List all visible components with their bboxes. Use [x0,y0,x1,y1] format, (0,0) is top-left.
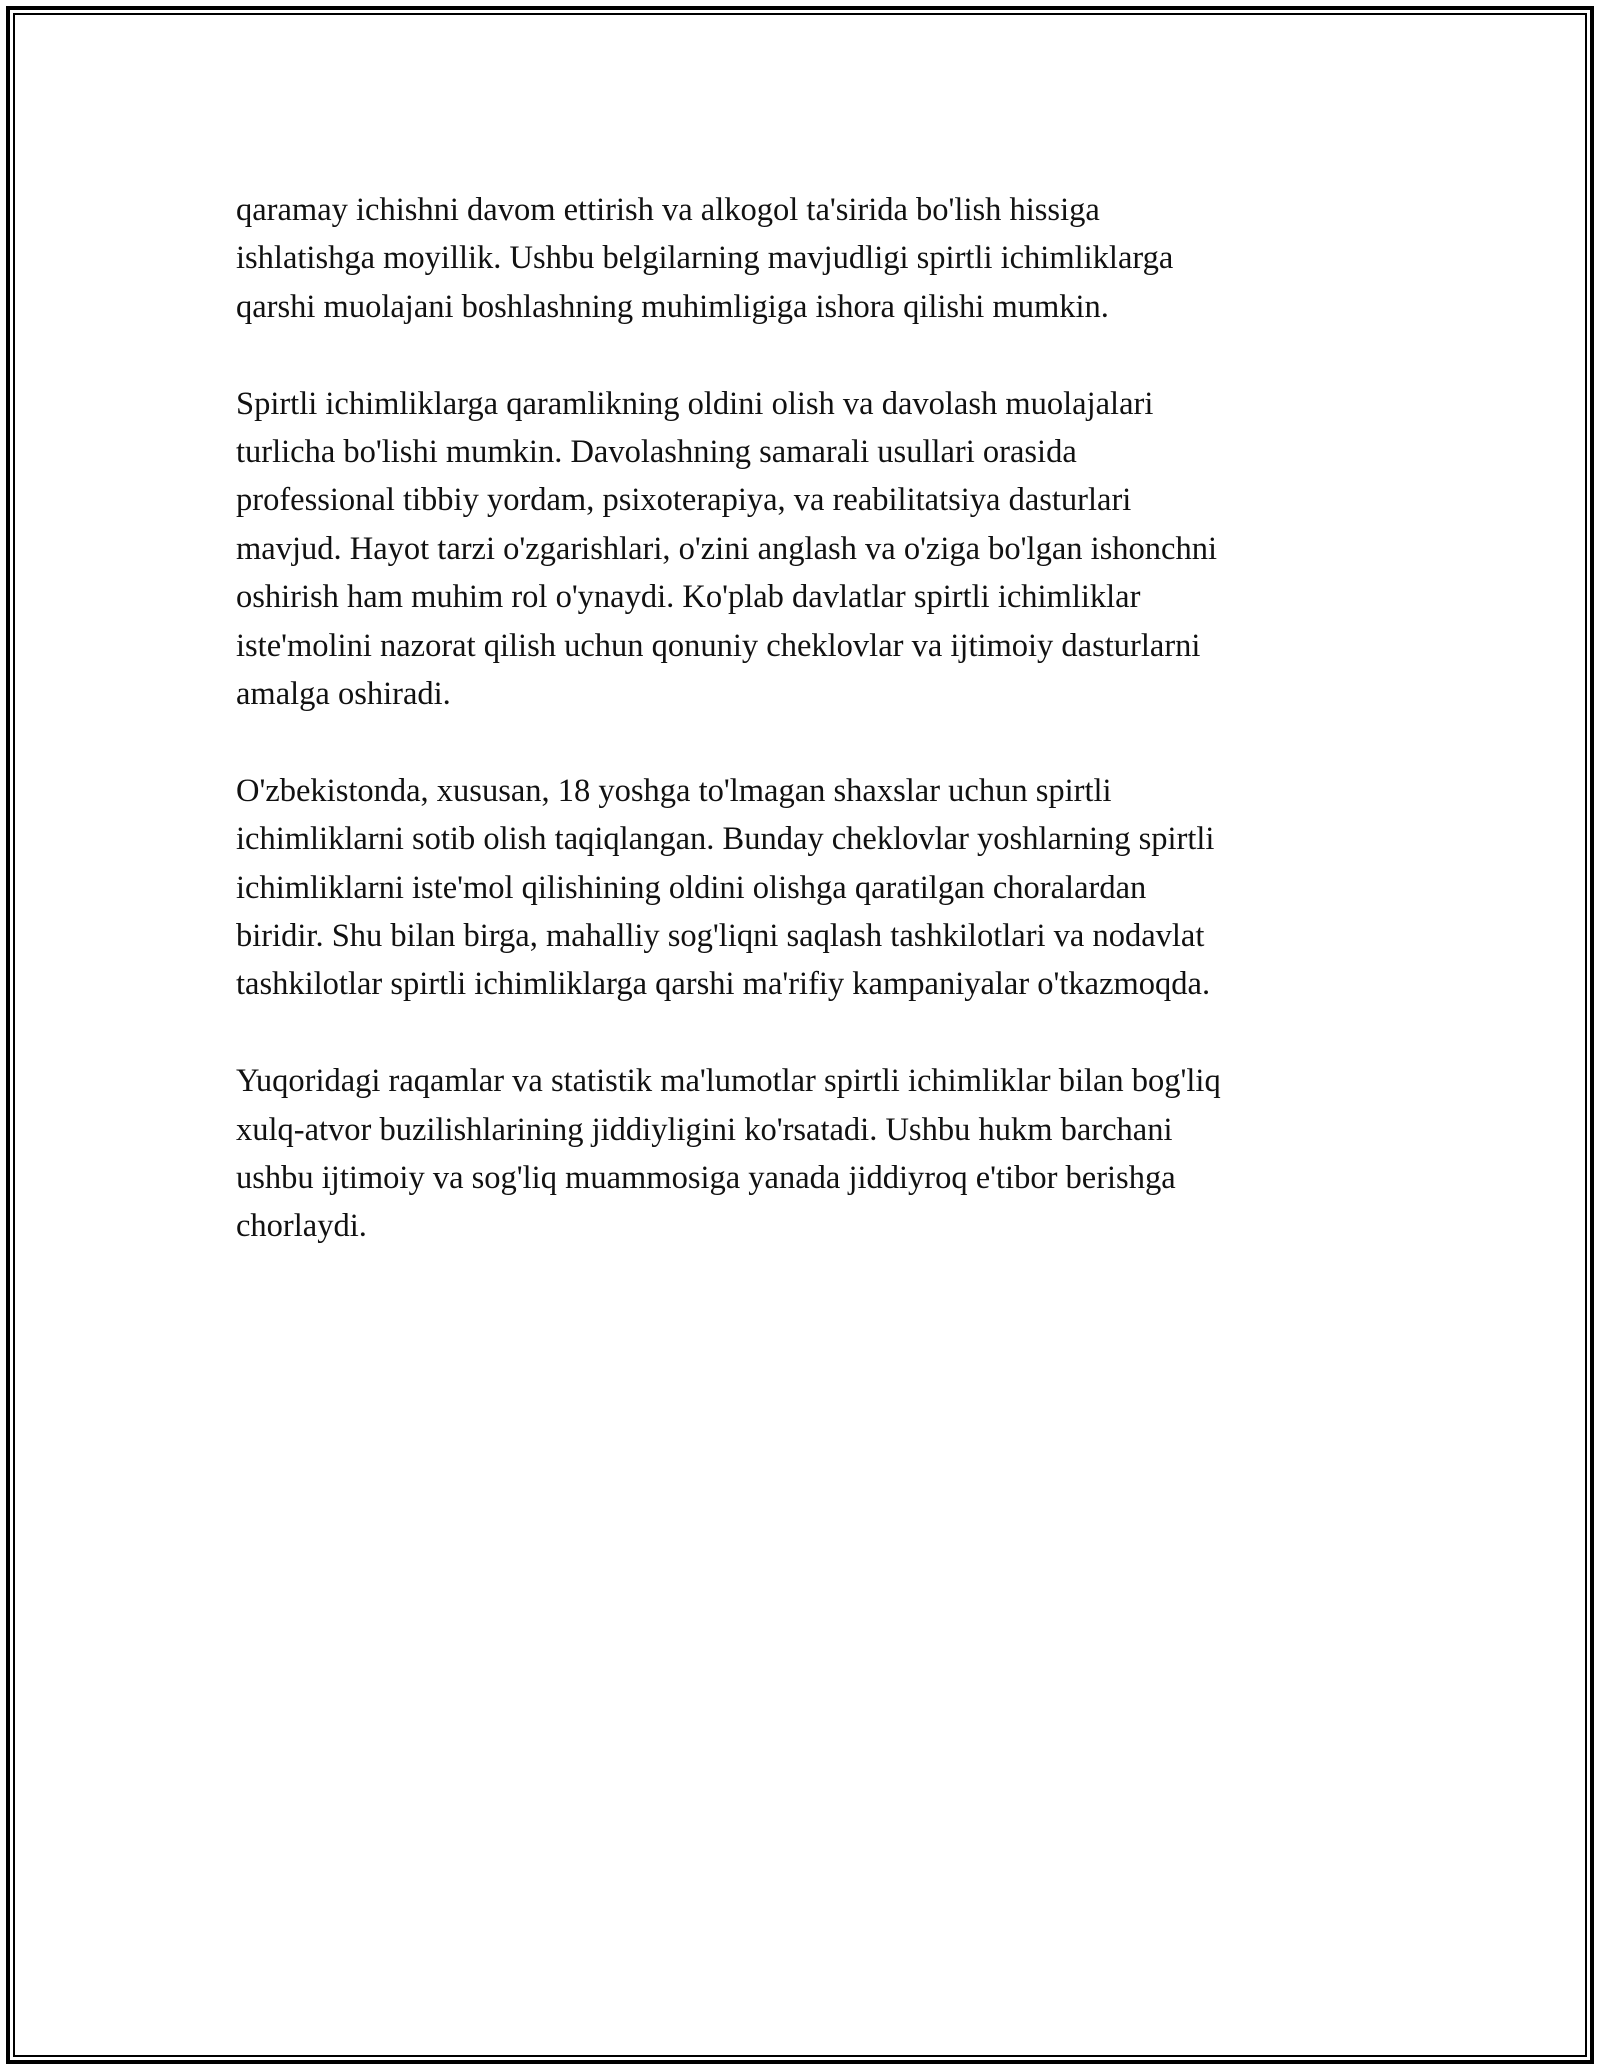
text-line: amalga oshiradi. [236,676,451,713]
paragraph-1 [236,186,1366,331]
text-line: chorlaydi. [236,1208,367,1245]
paragraph-2 [236,380,1366,719]
text-line: mavjud. Hayot tarzi o'zgarishlari, o'zini anglash va o'ziga bo'lgan ishonchni [236,530,1217,567]
text-line: ushbu ijtimoiy va sog'liq muammosiga yanada jiddiyroq e'tibor berishga [236,1160,1176,1197]
paragraph-4 [236,1057,1366,1251]
text-line: tashkilotlar spirtli ichimliklarga qarshi ma'rifiy kampaniyalar o'tkazmoqda. [236,966,1211,1003]
text-line: qarshi muolajani boshlashning muhimligiga ishora qilishi mumkin. [236,288,1109,325]
text-line: Spirtli ichimliklarga qaramlikning oldini olish va davolash muolajalari [236,385,1154,422]
text-line: ichimliklarni iste'mol qilishining oldini olishga qaratilgan choralardan [236,869,1147,906]
document-body [236,186,1366,1299]
text-line: xulq-atvor buzilishlarining jiddiyligini ko'rsatadi. Ushbu hukm barchani [236,1111,1173,1148]
text-line: O'zbekistonda, xususan, 18 yoshga to'lmagan shaxslar uchun spirtli [236,772,1112,809]
text-line: Yuqoridagi raqamlar va statistik ma'lumotlar spirtli ichimliklar bilan bog'liq [236,1063,1221,1100]
text-line: qaramay ichishni davom ettirish va alkogol ta'sirida bo'lish hissiga [236,192,1100,228]
text-line: biridir. Shu bilan birga, mahalliy sog'liqni saqlash tashkilotlari va nodavlat [236,918,1205,955]
text-line: oshirish ham muhim rol o'ynaydi. Ko'plab davlatlar spirtli ichimliklar [236,579,1141,616]
text-line: turlicha bo'lishi mumkin. Davolashning samarali usullari orasida [236,434,1077,471]
text-line: ichimliklarni sotib olish taqiqlangan. Bunday cheklovlar yoshlarning spirtli [236,821,1215,858]
text-line: ishlatishga moyillik. Ushbu belgilarning mavjudligi spirtli ichimliklarga [236,240,1174,277]
text-line: professional tibbiy yordam, psixoterapiya, va reabilitatsiya dasturlari [236,482,1132,519]
text-line: iste'molini nazorat qilish uchun qonuniy cheklovlar va ijtimoiy dasturlarni [236,627,1201,664]
paragraph-3 [236,767,1366,1009]
